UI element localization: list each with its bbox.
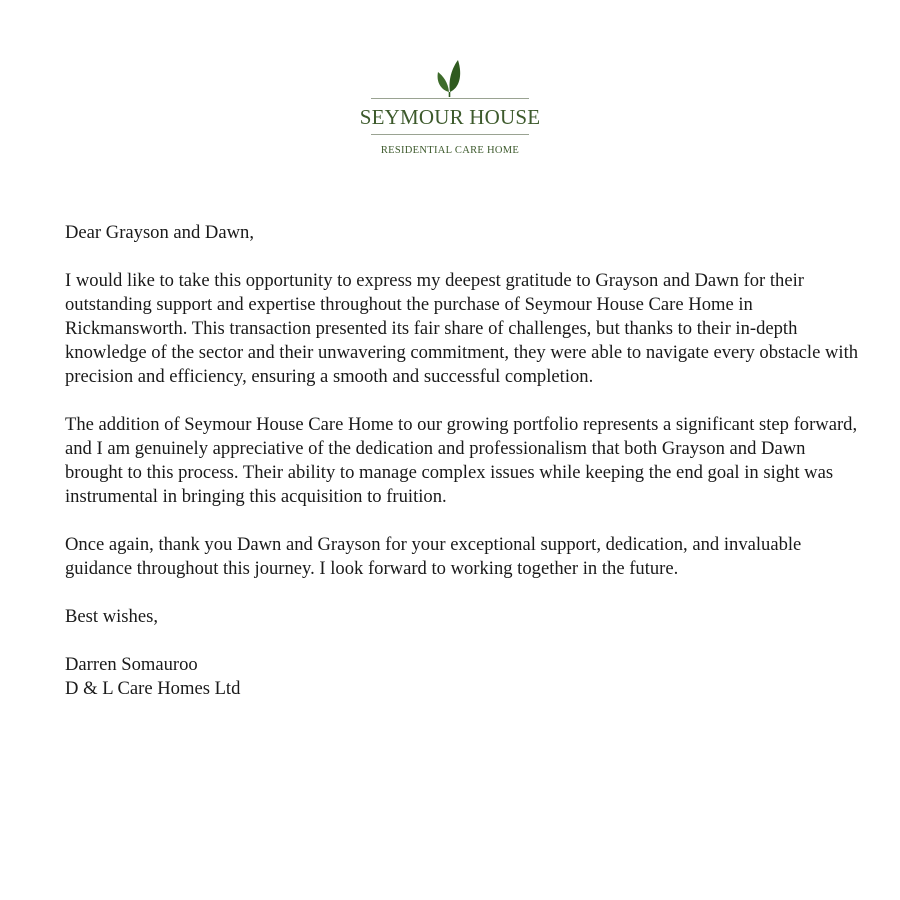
signature-company: D & L Care Homes Ltd xyxy=(65,678,241,699)
closing: Best wishes, xyxy=(65,606,158,627)
leaf-icon xyxy=(432,56,468,98)
paragraph-1: I would like to take this opportunity to express my deepest gratitude to Grayson and Dawn for their outstanding support and expertise throughout the purchase of Seymour House Care Home in Rickmansworth. This transaction presented its fair share of challenges, but thanks to their in-depth knowledge of the sector and their unwavering commitment, they were able to navigate every obstacle with precision and efficiency, ensuring a smooth and successful completion. xyxy=(65,270,859,387)
letterhead xyxy=(0,56,900,157)
letterhead-top-rule xyxy=(371,98,529,99)
org-subtitle: RESIDENTIAL CARE HOME xyxy=(380,145,520,156)
letterhead-middle-rule xyxy=(371,134,529,135)
org-name: SEYMOUR HOUSE xyxy=(359,105,541,129)
letter-body xyxy=(65,221,865,701)
paragraph-3: Once again, thank you Dawn and Grayson for your exceptional support, dedication, and invaluable guidance throughout this journey. I look forward to working together in the future. xyxy=(65,534,802,579)
paragraph-2: The addition of Seymour House Care Home to our growing portfolio represents a significant step forward, and I am genuinely appreciative of the dedication and professionalism that both Grayson and Dawn brought to this process. Their ability to manage complex issues while keeping the end goal in sight was instrumental in bringing this acquisition to fruition. xyxy=(65,414,858,507)
salutation: Dear Grayson and Dawn, xyxy=(65,222,254,243)
signature-name: Darren Somauroo xyxy=(65,654,198,675)
